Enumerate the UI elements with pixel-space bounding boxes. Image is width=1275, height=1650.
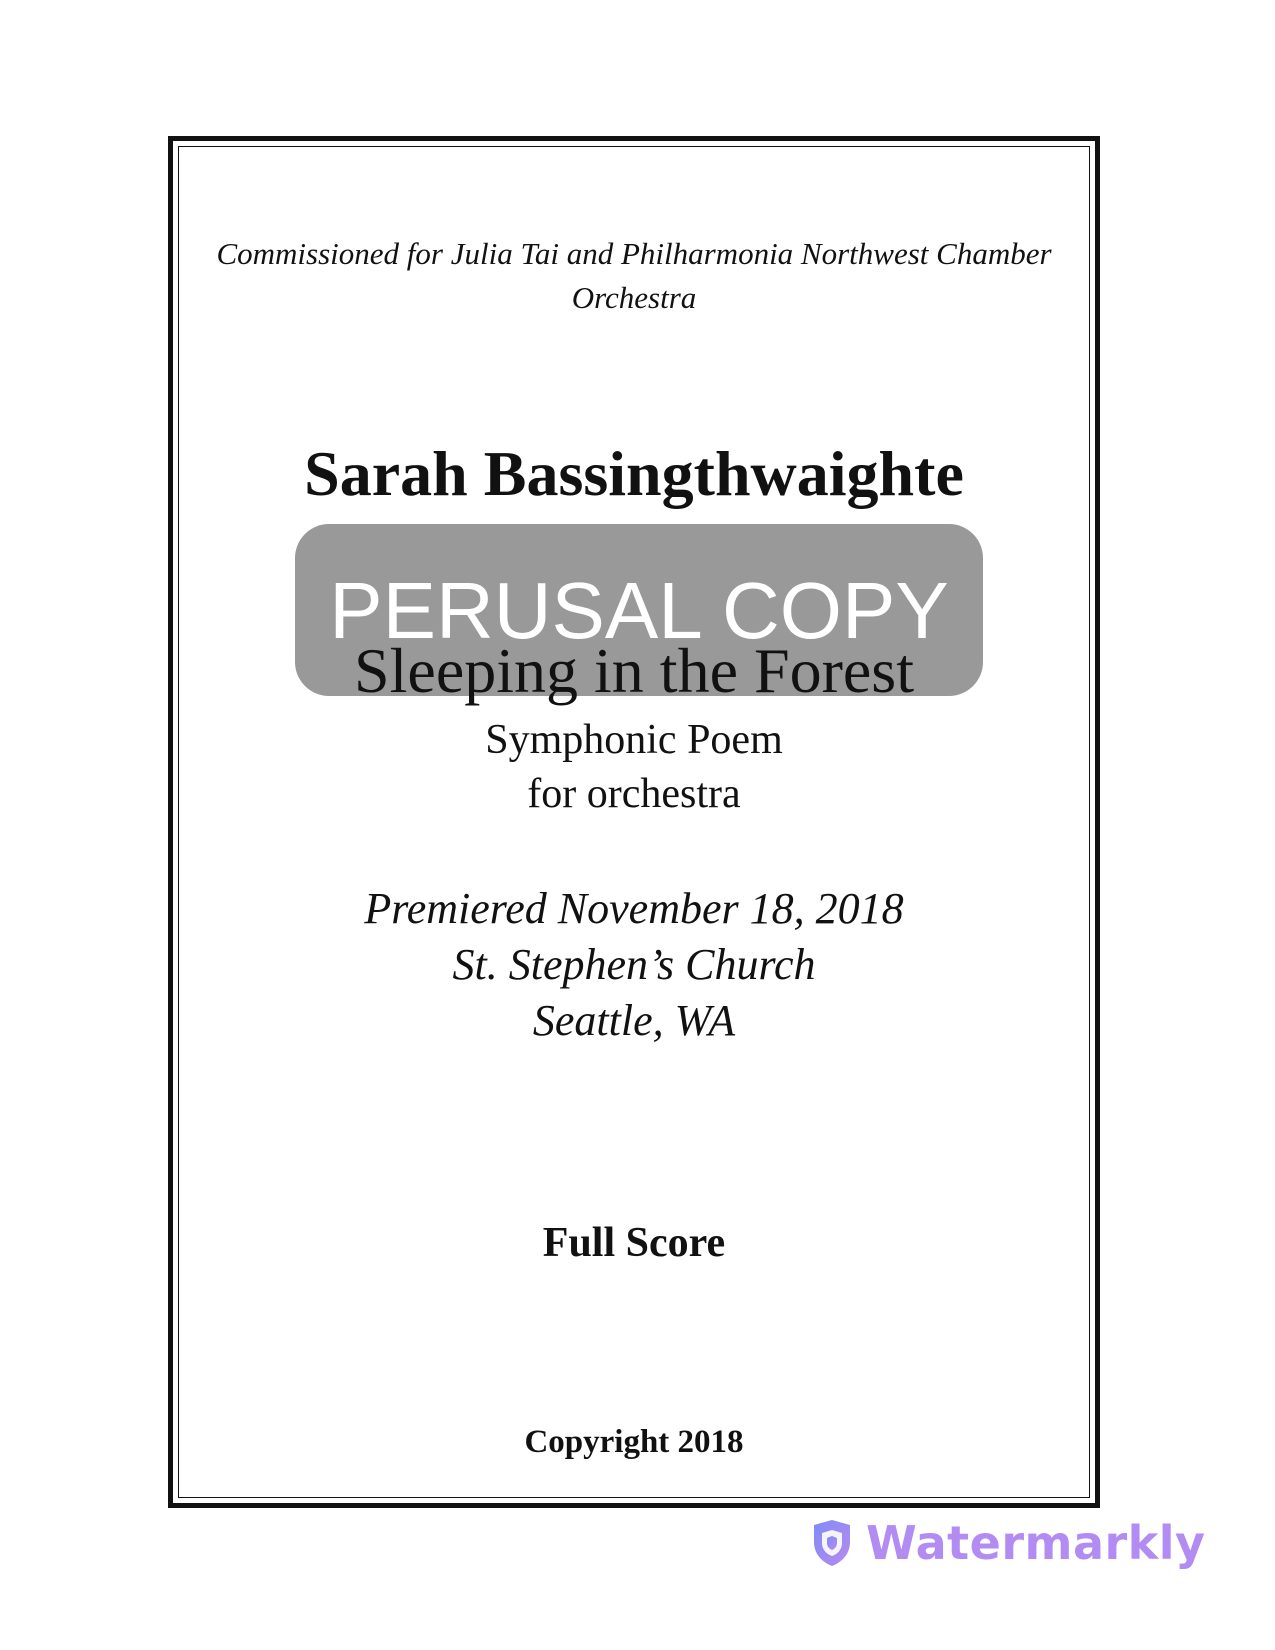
perusal-stamp-text: PERUSAL COPY xyxy=(329,566,949,655)
watermarkly-logo xyxy=(810,1513,1206,1573)
premiere-venue: St. Stephen’s Church xyxy=(452,940,816,989)
shield-icon xyxy=(810,1518,854,1568)
score-type: Full Score xyxy=(542,1220,726,1266)
copyright-notice: Copyright 2018 xyxy=(524,1424,744,1460)
cover-inner-border xyxy=(178,146,1090,1498)
premiere-city: Seattle, WA xyxy=(532,996,736,1045)
work-subtitle: Symphonic Poem xyxy=(485,717,783,763)
watermarkly-text: Watermarkly xyxy=(866,1516,1206,1570)
premiere-date: Premiered November 18, 2018 xyxy=(364,884,904,933)
work-title: Sleeping in the Forest xyxy=(354,635,914,706)
instrumentation: for orchestra xyxy=(527,771,741,817)
composer-name: Sarah Bassingthwaighte xyxy=(304,438,964,509)
commission-note: Commissioned for Julia Tai and Philharmonia Northwest Chamber Orchestra xyxy=(216,236,1052,315)
